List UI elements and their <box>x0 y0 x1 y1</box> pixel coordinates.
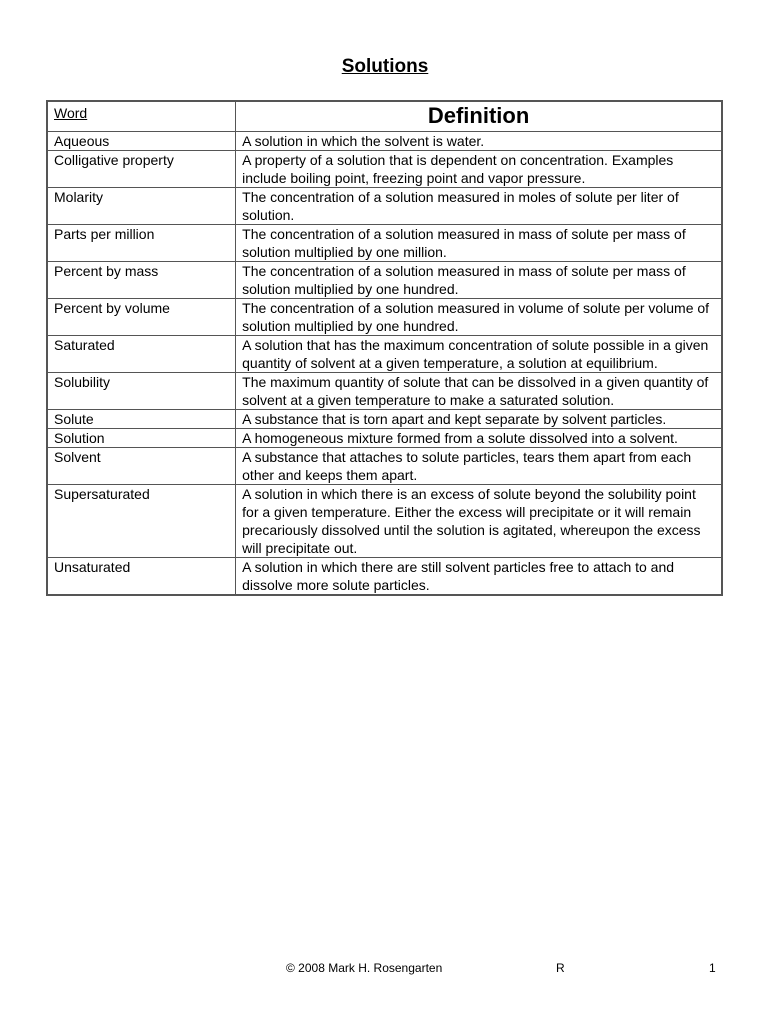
word-cell: Solvent <box>47 447 236 484</box>
word-cell: Saturated <box>47 335 236 372</box>
table-row <box>47 447 722 484</box>
word-cell: Solute <box>47 409 236 428</box>
table-row <box>47 484 722 557</box>
word-cell: Unsaturated <box>47 557 236 595</box>
definition-column-header: Definition <box>236 101 722 131</box>
word-column-header: Word <box>47 101 236 131</box>
table-row <box>47 298 722 335</box>
vocabulary-table <box>46 100 723 596</box>
definition-cell: A solution in which there are still solvent particles free to attach to and dissolve more solute particles. <box>236 557 722 595</box>
definition-cell: A substance that attaches to solute particles, tears them apart from each other and keeps them apart. <box>236 447 722 484</box>
word-cell: Aqueous <box>47 131 236 150</box>
table-body <box>47 131 722 595</box>
definition-cell: The concentration of a solution measured in volume of solute per volume of solution multiplied by one hundred. <box>236 298 722 335</box>
copyright-notice: © 2008 Mark H. Rosengarten <box>286 961 443 975</box>
word-cell: Colligative property <box>47 150 236 187</box>
table-row <box>47 261 722 298</box>
definition-cell: A substance that is torn apart and kept separate by solvent particles. <box>236 409 722 428</box>
definition-cell: The concentration of a solution measured in mass of solute per mass of solution multiplied by one hundred. <box>236 261 722 298</box>
table-row <box>47 131 722 150</box>
word-cell: Parts per million <box>47 224 236 261</box>
definition-cell: A solution in which the solvent is water. <box>236 131 722 150</box>
word-cell: Percent by volume <box>47 298 236 335</box>
definition-cell: A homogeneous mixture formed from a solute dissolved into a solvent. <box>236 428 722 447</box>
definition-cell: The maximum quantity of solute that can be dissolved in a given quantity of solvent at a given temperature to make a saturated solution. <box>236 372 722 409</box>
word-cell: Molarity <box>47 187 236 224</box>
table-row <box>47 428 722 447</box>
word-cell: Solubility <box>47 372 236 409</box>
footer-letter: R <box>556 961 565 975</box>
word-cell: Solution <box>47 428 236 447</box>
table-row <box>47 150 722 187</box>
definition-cell: The concentration of a solution measured in mass of solute per mass of solution multiplied by one million. <box>236 224 722 261</box>
table-row <box>47 372 722 409</box>
table-row <box>47 335 722 372</box>
table-header-row <box>47 101 722 131</box>
word-cell: Percent by mass <box>47 261 236 298</box>
table-row <box>47 557 722 595</box>
page-number: 1 <box>709 961 716 975</box>
table-row <box>47 409 722 428</box>
definition-cell: A solution in which there is an excess of solute beyond the solubility point for a given temperature. Either the excess will precipitate or it will remain precariously dissolved until the solution is agitated, whereupon the excess will precipitate out. <box>236 484 722 557</box>
definition-cell: A property of a solution that is dependent on concentration. Examples include boiling point, freezing point and vapor pressure. <box>236 150 722 187</box>
word-cell: Supersaturated <box>47 484 236 557</box>
page-title: Solutions <box>341 56 429 77</box>
definition-cell: The concentration of a solution measured in moles of solute per liter of solution. <box>236 187 722 224</box>
table-row <box>47 187 722 224</box>
table-row <box>47 224 722 261</box>
definition-cell: A solution that has the maximum concentration of solute possible in a given quantity of solvent at a given temperature, a solution at equilibrium. <box>236 335 722 372</box>
